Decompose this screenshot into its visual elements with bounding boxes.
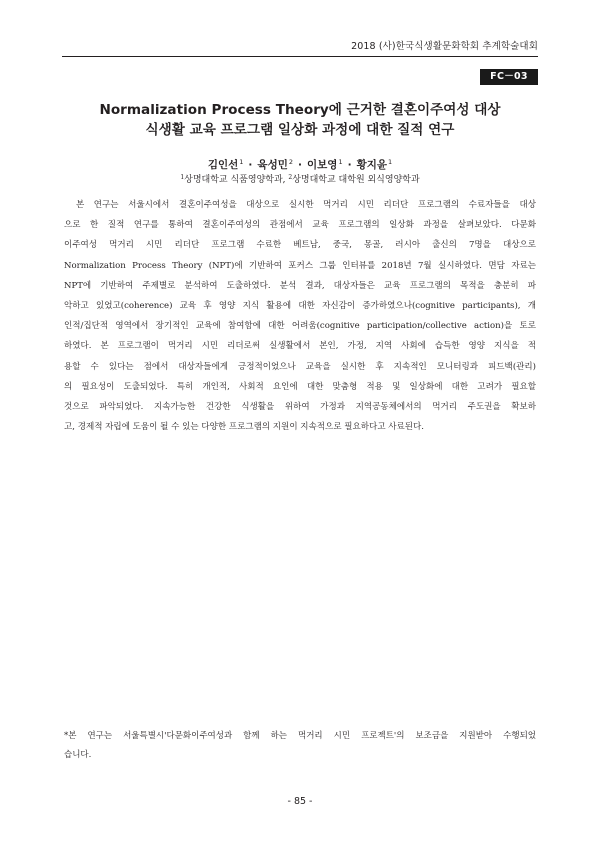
- affiliation-mark: 2: [288, 174, 293, 181]
- author-affil-mark: 1: [239, 158, 244, 166]
- abstract-line: NPT에 기반하여 주제별로 분석하여 도출하였다. 분석 결과, 대상자들은 교육 프로그램의 목적을 충분히 파: [64, 280, 536, 291]
- affiliation-text: 상명대학교 대학원 외식영양학과: [292, 175, 420, 185]
- author-list: [60, 157, 540, 172]
- abstract-line: 하였다. 본 프로그램이 먹거리 시민 리더로써 실생활에서 본인, 가정, 지역 사회에 습득한 영양 지식을 적: [64, 341, 536, 352]
- title-line-2: 식생활 교육 프로그램 일상화 과정에 대한 질적 연구: [145, 122, 455, 138]
- author-affil-mark: 1: [338, 158, 343, 166]
- abstract-line: 으로 한 질적 연구를 통하여 결혼이주여성의 관점에서 교육 프로그램의 일상화 과정을 살펴보았다. 다문화: [64, 220, 536, 231]
- author-separator: ·: [248, 159, 253, 171]
- funding-footnote: [64, 727, 536, 765]
- abstract-line: 이주여성 먹거리 시민 리더단 프로그램 수료한 베트남, 중국, 몽골, 러시아 출신의 7명을 대상으로: [64, 240, 536, 251]
- abstract-line: 악하고 있었고(coherence) 교육 후 영양 지식 활용에 대한 자신감이 증가하였으나(cognitive participants), 개: [64, 301, 536, 312]
- running-header: 2018 (사)한국식생활문화학회 추계학술대회: [351, 41, 538, 52]
- affiliation-text: 상명대학교 식품영양학과,: [184, 175, 286, 185]
- title-line-1: Normalization Process Theory에 근거한 결혼이주여성 대상: [99, 102, 501, 118]
- author-separator: ·: [298, 159, 302, 171]
- footnote-line: 습니다.: [64, 750, 92, 760]
- header-rule: [62, 56, 538, 57]
- session-code-badge: FC－03: [480, 69, 538, 85]
- author-name: 육성민: [257, 159, 288, 171]
- affiliation-list: [60, 172, 540, 185]
- author-name: 김인선: [207, 159, 239, 171]
- author-affil-mark: 1: [388, 158, 393, 166]
- abstract-line: 본 연구는 서울시에서 결혼이주여성을 대상으로 실시한 먹거리 시민 리더단 프로그램의 수료자들을 대상: [76, 200, 536, 210]
- abstract-line: 의 필요성이 도출되었다. 특히 개인적, 사회적 요인에 대한 맞춤형 적용 및 일상화에 대한 고려가 필요할: [64, 381, 536, 392]
- footnote-line: *본 연구는 서울특별시'다문화이주여성과 함께 하는 먹거리 시민 프로젝트'의 보조금을 지원받아 수행되었: [64, 731, 536, 741]
- paper-title: [60, 100, 540, 140]
- abstract-line: Normalization Process Theory (NPT)에 기반하여 포커스 그룹 인터뷰를 2018년 7월 실시하였다. 면담 자료는: [64, 260, 536, 271]
- affiliation-mark: 1: [180, 174, 185, 181]
- abstract-line: 용할 수 있다는 점에서 대상자들에게 긍정적이었으나 교육을 실시한 후 지속적인 모니터링과 피드백(관리): [64, 361, 536, 372]
- author-name: 이보영: [307, 159, 338, 171]
- abstract-body: [64, 195, 536, 437]
- page-number: - 85 -: [287, 796, 313, 807]
- author-affil-mark: 2: [288, 158, 293, 166]
- abstract-line: 것으로 파악되었다. 지속가능한 건강한 식생활을 위하여 가정과 지역공동체에서의 먹거리 주도권을 확보하: [64, 402, 536, 413]
- abstract-line: 고, 경제적 자립에 도움이 될 수 있는 다양한 프로그램의 지원이 지속적으로 필요하다고 사료된다.: [64, 422, 425, 433]
- author-separator: ·: [347, 159, 352, 171]
- abstract-line: 인적/집단적 영역에서 장기적인 교육에 참여함에 대한 어려움(cognitive participation/collective action)을 토로: [64, 321, 536, 332]
- author-name: 황지윤: [356, 159, 388, 171]
